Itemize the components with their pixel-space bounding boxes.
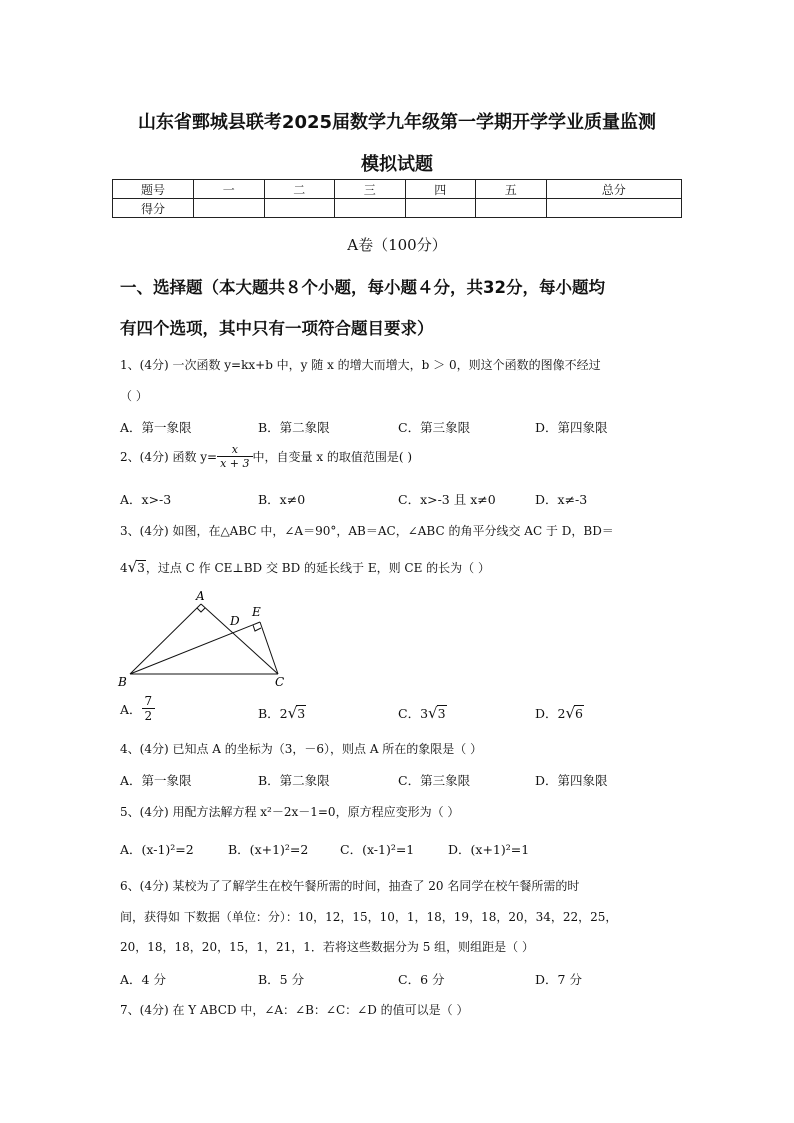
q2-option-c: C．x>-3 且 x≠0 — [398, 492, 496, 507]
score-header-cell: 总分 — [546, 180, 682, 199]
q2-stem-post: 中，自变量 x 的取值范围是( ) — [252, 450, 413, 464]
score-cell — [546, 199, 682, 218]
q3-option-b-label: B．2 — [258, 706, 288, 721]
score-cell — [194, 199, 265, 218]
q3-stem-line1: 3、(4分) 如图，在△ABC 中，∠A＝90°，AB＝AC，∠ABC 的角平分线交 AC 于 D，BD＝ — [120, 524, 614, 538]
q1-option-b: B．第二象限 — [258, 420, 330, 435]
q6-option-a: A．4 分 — [120, 972, 166, 987]
q3-option-d-label: D．2 — [535, 706, 566, 721]
score-cell — [264, 199, 335, 218]
q5-option-d: D．(x+1)²=1 — [448, 842, 530, 857]
q7-stem: 7、(4分) 在 Y ABCD 中，∠A：∠B：∠C：∠D 的值可以是（ ） — [120, 1003, 469, 1017]
segment-be — [130, 622, 260, 674]
label-a: A — [196, 589, 205, 603]
q3-option-a-fraction — [142, 694, 156, 723]
q6-stem-line2: 间，获得如 下数据（单位：分）：10，12，15，10，1，18，19，18，20，34，22，25， — [120, 910, 618, 924]
segment-ab — [130, 604, 201, 674]
score-cell — [476, 199, 547, 218]
score-table-score-row — [113, 199, 682, 218]
q1-option-a: A．第一象限 — [120, 420, 192, 435]
q1-option-c: C．第三象限 — [398, 420, 471, 435]
q3-option-d-radicand: 6 — [575, 706, 583, 721]
q1-blank: （ ） — [120, 389, 148, 403]
paper-a-heading: A卷（100分） — [347, 236, 447, 254]
q5-option-c: C．(x-1)²=1 — [340, 842, 415, 857]
q3-coef: 4 — [120, 561, 128, 575]
q3-radicand: 3 — [137, 561, 145, 575]
score-header-cell: 四 — [405, 180, 476, 199]
right-angle-mark-a — [197, 608, 205, 612]
q3-option-a-label: A． — [120, 701, 142, 717]
q5-stem: 5、(4分) 用配方法解方程 x²－2x－1=0，原方程应变形为（ ） — [120, 805, 460, 819]
q2-stem-pre: 2、(4分) 函数 y= — [120, 450, 218, 464]
q1-stem: 1、(4分) 一次函数 y=kx+b 中，y 随 x 的增大而增大，b ＞ 0，则这个函数的图像不经过 — [120, 358, 601, 372]
q4-option-b: B．第二象限 — [258, 773, 330, 788]
q3-option-d: D．2√6 — [535, 704, 583, 722]
label-e: E — [252, 605, 261, 619]
q3-option-c: C．3√3 — [398, 704, 446, 722]
q2-option-b: B．x≠0 — [258, 492, 306, 507]
score-table — [112, 179, 682, 218]
exam-title-line1: 山东省鄄城县联考2025届数学九年级第一学期开学学业质量监测 — [137, 112, 657, 133]
q6-stem-line1: 6、(4分) 某校为了了解学生在校午餐所需的时间，抽查了 20 名同学在校午餐所需的时 — [120, 879, 580, 893]
q4-option-a: A．第一象限 — [120, 773, 192, 788]
q3-option-a-numerator: 7 — [142, 694, 156, 709]
q2-fraction-numerator: x — [217, 443, 252, 457]
section1-heading-line2: 有四个选项，其中只有一项符合题目要求） — [120, 319, 434, 338]
q3-option-b-radicand: 3 — [297, 706, 306, 721]
q5-option-a: A．(x-1)²=2 — [120, 842, 194, 857]
q3-stem-rest: ，过点 C 作 CE⊥BD 交 BD 的延长线于 E，则 CE 的长为（ ） — [145, 561, 490, 575]
score-cell — [335, 199, 406, 218]
label-d: D — [230, 614, 240, 628]
q6-option-b: B．5 分 — [258, 972, 305, 987]
q3-option-b: B．2√3 — [258, 704, 306, 722]
q6-option-c: C．6 分 — [398, 972, 445, 987]
q2-fraction-denominator: x + 3 — [220, 457, 250, 470]
q2-fraction — [217, 443, 252, 470]
q2-option-a: A．x>-3 — [120, 492, 172, 507]
q3-option-a-denominator: 2 — [144, 709, 153, 723]
score-table-header-row — [113, 180, 682, 199]
q1-option-d: D．第四象限 — [535, 420, 608, 435]
q2-option-d: D．x≠-3 — [535, 492, 588, 507]
label-b: B — [118, 675, 127, 689]
q3-option-c-radicand: 3 — [437, 706, 446, 721]
q3-triangle-figure — [110, 588, 310, 692]
q4-stem: 4、(4分) 已知点 A 的坐标为（3，－6），则点 A 所在的象限是（ ） — [120, 742, 483, 756]
q3-option-a — [120, 694, 155, 723]
q6-stem-line3: 20，18，18，20，15，1，21，1．若将这些数据分为 5 组，则组距是（ ） — [120, 940, 534, 954]
score-header-cell: 五 — [476, 180, 547, 199]
right-angle-mark-e — [253, 625, 261, 631]
label-c: C — [275, 675, 285, 689]
q4-option-c: C．第三象限 — [398, 773, 471, 788]
q6-option-d: D．7 分 — [535, 972, 582, 987]
q4-option-d: D．第四象限 — [535, 773, 608, 788]
q2-stem — [120, 443, 412, 470]
q5-option-b: B．(x+1)²=2 — [228, 842, 309, 857]
exam-title-line2: 模拟试题 — [361, 154, 433, 175]
q3-option-c-label: C．3 — [398, 706, 429, 721]
score-header-cell: 一 — [194, 180, 265, 199]
score-header-cell: 二 — [264, 180, 335, 199]
section1-heading-line1: 一、选择题（本大题共８个小题，每小题４分，共32分，每小题均 — [120, 278, 605, 297]
score-row-label: 得分 — [113, 199, 194, 218]
score-header-cell: 三 — [335, 180, 406, 199]
q3-stem-line2: 4√3，过点 C 作 CE⊥BD 交 BD 的延长线于 E，则 CE 的长为（ ） — [120, 558, 490, 576]
score-cell — [405, 199, 476, 218]
score-header-cell: 题号 — [113, 180, 194, 199]
